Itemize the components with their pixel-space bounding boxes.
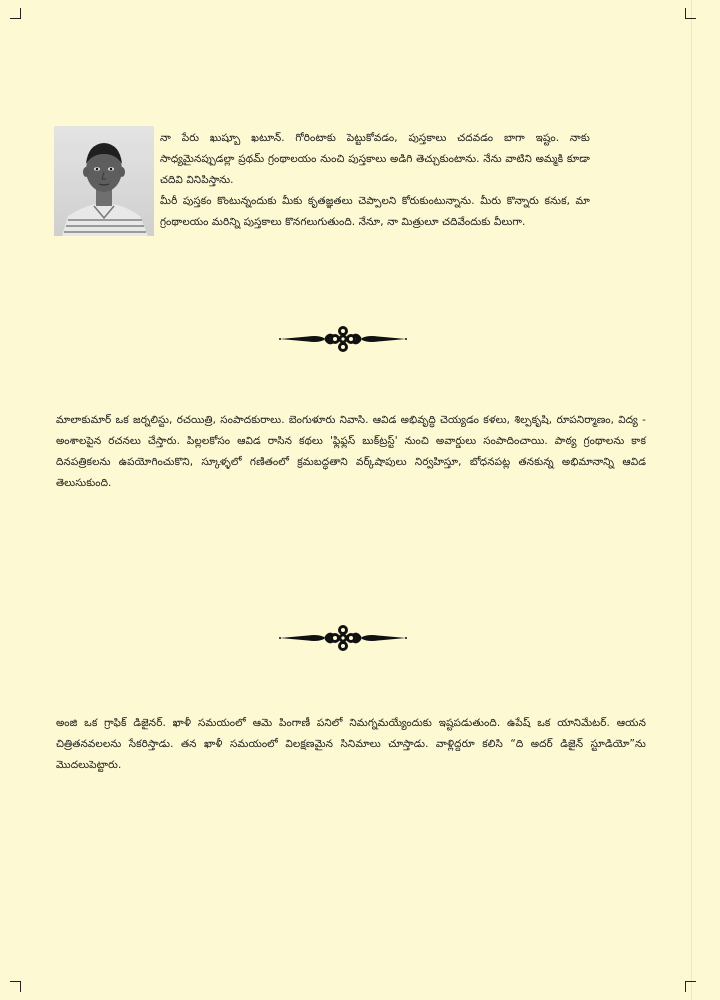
crop-mark-bottom-right: [685, 981, 696, 992]
page-edge-line: [691, 0, 692, 1000]
bio-khushboo-paragraph-1: నా పేరు ఖుష్బూ ఖటూన్. గోరింటాకు పెట్టుకోవడం, పుస్తకాలు చదవడం బాగా ఇష్టం. నాకు సాధ్యమైనప్పుడల్లా ప్రథమ్ గ్రంథాలయం నుంచి పుస్తకాలు అడిగి తెచ్చుకుంటాను. నేను వాటిని అమ్మకి కూడా చదివి వినిపిస్తాను.: [160, 132, 590, 186]
bio-anji-paragraph: అంజి ఒక గ్రాఫిక్ డిజైనర్. ఖాళీ సమయంలో ఆమె పింగాణీ పనిలో నిమగ్నమయ్యేందుకు ఇష్టపడుతుంది. ఉపేష్ ఒక యానిమేటర్. ఆయన చిత్రితనవలలను సేకరిస్తాడు. తన ఖాళీ సమయంలో విలక్షణమైన సినిమాలు చూస్తాడు. వాళ్లిద్దరూ కలిసి “ది అదర్ డిజైన్ స్టూడియో”ను మొదలుపెట్టారు.: [56, 717, 646, 771]
crop-mark-bottom-left: [10, 981, 21, 992]
bio-malakumar-paragraph: మాలాకుమార్ ఒక జర్నలిస్టు, రచయిత్రి, సంపాదకురాలు. బెంగుళూరు నివాసి. ఆవిడ అభివృద్ధి చెయ్యడం కళలు, శిల్పకృషి, రూపనిర్మాణం, విద్య - అంశాలపైన రచనలు చేస్తారు. పిల్లలకోసం ఆవిడ రాసిన కథలు 'ఫ్లిఫ్లస్ బుక్‌ట్రస్ట్' నుంచి అవార్డులు సంపాదించాయి. పాఠ్య గ్రంథాలను కాక దినపత్రికలను ఉపయోగించుకొని, స్కూళ్ళలో గణితంలో క్రమబద్ధతాని వర్క్‌షాపులు నిర్వహిస్తూ, బోధనపట్ల తనకున్న అభిమానాన్ని ఆవిడ తెలుసుకుంది.: [56, 414, 646, 489]
floral-divider-icon: [278, 325, 408, 353]
bio-anji: [56, 713, 646, 776]
bio-khushboo: [160, 128, 590, 233]
bio-khushboo-paragraph-2: మీరీ పుస్తకం కొంటున్నందుకు మీకు కృతజ్ఞతలు చెప్పాలని కోరుకుంటున్నాను. మీరు కొన్నారు కనుక, మా గ్రంథాలయం మరిన్ని పుస్తకాలు కొనగలుగుతుంది. నేనూ, నా మిత్రులూ చదివేందుకు వీలుగా.: [160, 195, 590, 228]
crop-mark-top-right: [685, 8, 696, 19]
crop-mark-top-left: [10, 8, 21, 19]
floral-divider-icon: [278, 624, 408, 652]
bio-malakumar: [56, 410, 646, 494]
profile-photo: [54, 126, 154, 236]
